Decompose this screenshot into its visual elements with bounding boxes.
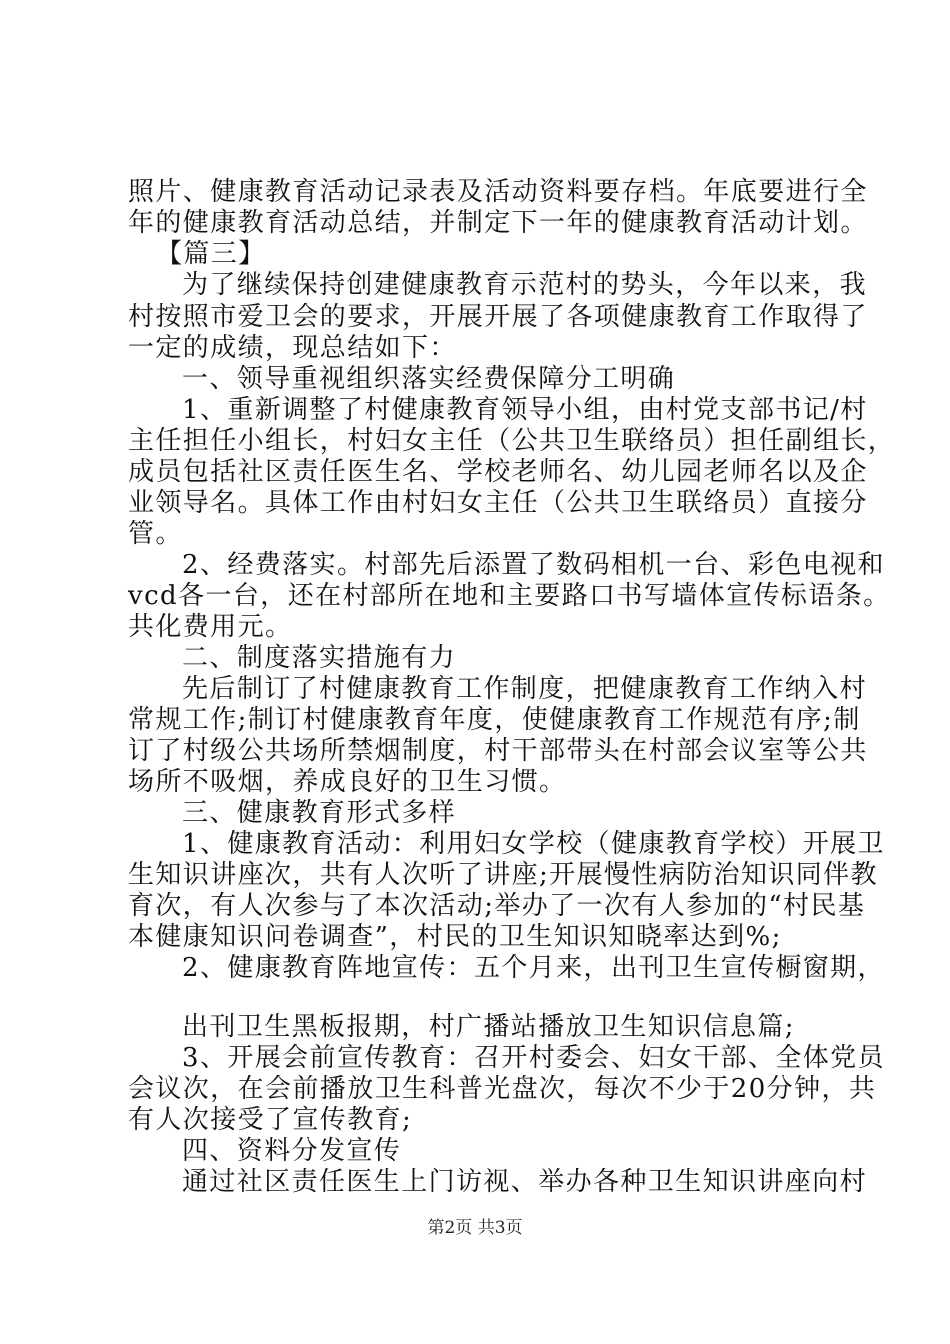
text-line: 本健康知识问卷调查”，村民的卫生知识知晓率达到%; xyxy=(128,922,782,952)
text-line: 先后制订了村健康教育工作制度，把健康教育工作纳入村 xyxy=(182,674,868,704)
text-line: 育次，有人次参与了本次活动;举办了一次有人参加的“村民基 xyxy=(128,891,866,921)
text-line: 一定的成绩，现总结如下： xyxy=(128,333,457,363)
text-line: 主任担任小组长，村妇女主任（公共卫生联络员）担任副组长， xyxy=(128,426,896,456)
text-line: 管。 xyxy=(128,519,183,549)
text-line: 年的健康教育活动总结，并制定下一年的健康教育活动计划。 xyxy=(128,208,868,238)
text-line: 会议次，在会前播放卫生科普光盘次，每次不少于20分钟，共 xyxy=(128,1074,877,1104)
subsection-heading: 三、健康教育形式多样 xyxy=(182,798,457,828)
text-line: 成员包括社区责任医生名、学校老师名、幼儿园老师名以及企 xyxy=(128,457,868,487)
text-line: 常规工作;制订村健康教育年度，使健康教育工作规范有序;制 xyxy=(128,705,861,735)
text-line: 共化费用元。 xyxy=(128,612,293,642)
text-line: 生知识讲座次，共有人次听了讲座;开展慢性病防治知识同伴教 xyxy=(128,860,878,890)
text-line: 村按照市爱卫会的要求，开展开展了各项健康教育工作取得了 xyxy=(128,302,868,332)
text-line: 照片、健康教育活动记录表及活动资料要存档。年底要进行全 xyxy=(128,177,868,207)
subsection-heading: 四、资料分发宣传 xyxy=(182,1136,402,1166)
subsection-heading: 一、领导重视组织落实经费保障分工明确 xyxy=(182,364,676,394)
text-line: 有人次接受了宣传教育; xyxy=(128,1105,413,1135)
text-line: 场所不吸烟，养成良好的卫生习惯。 xyxy=(128,767,567,797)
text-line: 订了村级公共场所禁烟制度，村干部带头在村部会议室等公共 xyxy=(128,736,868,766)
subsection-heading: 二、制度落实措施有力 xyxy=(182,643,457,673)
section-heading: 【篇三】 xyxy=(156,239,266,269)
text-line: 2、健康教育阵地宣传：五个月来，出刊卫生宣传橱窗期， xyxy=(182,953,885,983)
text-line: 业领导名。具体工作由村妇女主任（公共卫生联络员）直接分 xyxy=(128,488,868,518)
text-line: 3、开展会前宣传教育：召开村委会、妇女干部、全体党员 xyxy=(182,1043,885,1073)
text-line: vcd各一台，还在村部所在地和主要路口书写墙体宣传标语条。 xyxy=(128,581,891,611)
text-line: 通过社区责任医生上门访视、举办各种卫生知识讲座向村 xyxy=(182,1167,868,1197)
text-line: 2、经费落实。村部先后添置了数码相机一台、彩色电视和 xyxy=(182,550,885,580)
text-line: 为了继续保持创建健康教育示范村的势头，今年以来，我 xyxy=(182,270,868,300)
text-line: 出刊卫生黑板报期，村广播站播放卫生知识信息篇; xyxy=(182,1012,795,1042)
text-line: 1、健康教育活动：利用妇女学校（健康教育学校）开展卫 xyxy=(182,829,885,859)
page-number: 第2页 共3页 xyxy=(427,1218,523,1238)
text-line: 1、重新调整了村健康教育领导小组，由村党支部书记/村 xyxy=(182,395,868,425)
